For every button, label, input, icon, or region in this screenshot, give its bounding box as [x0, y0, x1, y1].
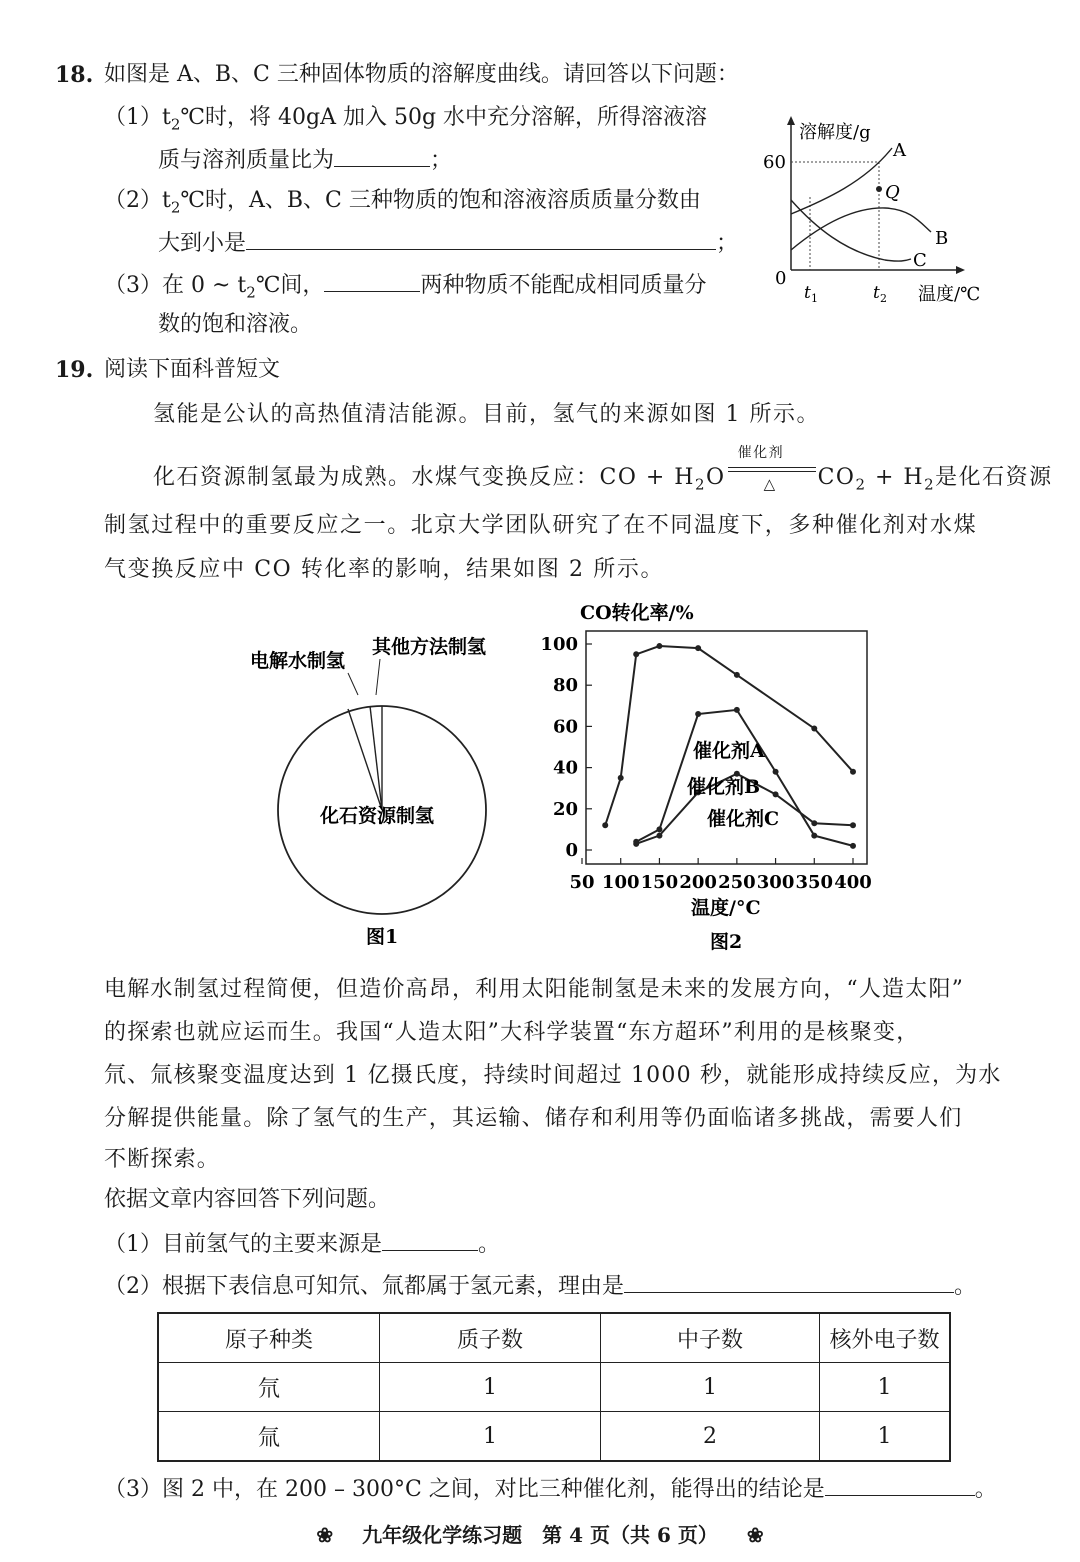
footer-ornament-right: ❀ [746, 1523, 764, 1547]
q18-intro: 如图是 A、B、C 三种固体物质的溶解度曲线。请回答以下问题： [104, 62, 739, 87]
data-point [734, 707, 740, 713]
q19-answer-blank-3[interactable] [825, 1473, 975, 1496]
q18-part3 [104, 269, 706, 307]
q19-sub1 [104, 1228, 500, 1260]
q18-part1-line2 [158, 144, 452, 176]
cell-electrons: 1 [820, 1412, 951, 1462]
q19-para3-line5: 不断探索。 [104, 1147, 221, 1172]
figure-2-line-chart [535, 595, 880, 960]
graph-y60: 60 [763, 152, 786, 173]
q18-part3-line2: 数的饱和溶液。 [158, 312, 313, 337]
q18-part2-sub: 2 [170, 198, 181, 217]
x-tick-label: 50 [569, 872, 595, 893]
pie-slice-line-2 [370, 706, 382, 810]
data-point [850, 769, 856, 775]
y-axis-arrow [787, 116, 795, 125]
reaction-arrow [726, 445, 818, 493]
page-footer [0, 1520, 1080, 1550]
cell-atom: 氘 [158, 1363, 380, 1412]
q19-sub3 [104, 1473, 997, 1505]
graph-ylabel: 溶解度/g [799, 122, 871, 143]
q19-sub2-end: 。 [954, 1274, 977, 1299]
atom-table [157, 1312, 951, 1462]
q19-eq-sub3: 2 [924, 475, 936, 494]
chart-ylabel: CO转化率/% [580, 602, 694, 624]
cell-protons: 1 [380, 1412, 601, 1462]
cell-neutrons: 2 [601, 1412, 820, 1462]
table-row [158, 1412, 950, 1462]
q19-eq-left: 化石资源制氢最为成熟。水煤气变换反应：CO + H [153, 465, 695, 490]
graph-t1: t [804, 283, 811, 303]
reaction-catalyst: 催化剂 [737, 445, 785, 461]
q18-part3-sub: 2 [246, 283, 256, 302]
q19-questions-intro: 依据文章内容回答下列问题。 [104, 1187, 391, 1212]
curve-a [791, 148, 892, 214]
cell-protons: 1 [380, 1363, 601, 1412]
q19-eq-o: O [706, 465, 726, 490]
q18-part1-label: （1） [104, 105, 162, 130]
q18-part2-t: t [162, 188, 171, 213]
q18-part1-t: t [162, 105, 171, 130]
chart-ticks [540, 634, 871, 893]
graph-label-a: A [893, 140, 906, 161]
q19-para2-line1 [153, 445, 1053, 499]
x-tick-label: 300 [756, 872, 795, 893]
q19-eq-co: CO [817, 465, 856, 490]
q19-eq-sub2: 2 [855, 475, 867, 494]
q18-part2-text: ℃时，A、B、C 三种物质的饱和溶液溶质质量分数由 [180, 188, 701, 213]
data-point [602, 822, 608, 828]
x-tick-label: 100 [601, 872, 640, 893]
q18-part1-text: ℃时，将 40gA 加入 50g 水中充分溶解，所得溶液溶 [180, 105, 708, 130]
q18-part2-line2 [158, 227, 738, 259]
series-label-c: 催化剂C [707, 808, 780, 830]
table-row [158, 1363, 950, 1412]
q19-sub2-text: 根据下表信息可知氘、氚都属于氢元素，理由是 [162, 1274, 625, 1299]
q18-part2-text2: 大到小是 [158, 231, 247, 256]
q19-para3-line4: 分解提供能量。除了氢气的生产，其运输、储存和利用等仍面临诸多挑战，需要人们 [104, 1106, 963, 1131]
curve-b [791, 208, 931, 250]
reaction-line-top [728, 467, 816, 468]
leader-other [376, 659, 380, 695]
q18-part3-label: （3） [104, 273, 162, 298]
data-point [850, 822, 856, 828]
graph-t2-sub: 2 [880, 292, 887, 305]
data-point [656, 833, 662, 839]
q18-part1-end: ； [430, 148, 453, 173]
data-point [656, 826, 662, 832]
q19-sub3-end: 。 [974, 1477, 997, 1502]
q19-sub3-label: （3） [104, 1477, 162, 1502]
graph-label-b: B [935, 228, 949, 249]
data-point [633, 841, 639, 847]
data-point [656, 643, 662, 649]
data-point [811, 725, 817, 731]
q18-answer-blank-2[interactable] [246, 227, 716, 250]
data-point [811, 820, 817, 826]
data-point [734, 672, 740, 678]
x-tick-label: 350 [795, 872, 834, 893]
cell-atom: 氚 [158, 1412, 380, 1462]
y-tick-label: 100 [540, 634, 578, 655]
th-atom-type: 原子种类 [158, 1313, 380, 1363]
graph-t2: t [873, 283, 880, 303]
q19-sub1-text: 目前氢气的主要来源是 [162, 1232, 383, 1257]
q18-part3-range: 在 0 ~ t [162, 273, 247, 298]
x-tick-label: 200 [679, 872, 717, 893]
q19-sub2-label: （2） [104, 1274, 162, 1299]
data-point [773, 791, 779, 797]
th-protons: 质子数 [380, 1313, 601, 1363]
graph-t1-sub: 1 [811, 292, 818, 305]
reaction-delta: △ [763, 475, 777, 493]
q19-number: 19. [55, 357, 94, 383]
graph-label-q: Q [885, 182, 900, 203]
q18-answer-blank-3[interactable] [324, 269, 420, 292]
q19-answer-blank-2[interactable] [624, 1270, 954, 1293]
q19-para2-line2: 制氢过程中的重要反应之一。北京大学团队研究了在不同温度下，多种催化剂对水煤 [104, 513, 978, 538]
figure-1-pie [240, 625, 530, 945]
x-tick-label: 150 [640, 872, 679, 893]
q18-part2-end: ； [716, 231, 739, 256]
cell-electrons: 1 [820, 1363, 951, 1412]
q18-part2 [104, 186, 701, 222]
graph-xlabel: 温度/℃ [918, 284, 981, 305]
q18-part2-label: （2） [104, 188, 162, 213]
data-point [850, 843, 856, 849]
label-other: 其他方法制氢 [372, 636, 487, 658]
q19-para3-line1: 电解水制氢过程简便，但造价高昂，利用太阳能制氢是未来的发展方向，“人造太阳” [104, 977, 965, 1002]
x-axis-arrow [956, 266, 965, 274]
y-tick-label: 0 [565, 840, 578, 861]
fig1-caption: 图1 [366, 926, 399, 945]
q19-para1: 氢能是公认的高热值清洁能源。目前，氢气的来源如图 1 所示。 [153, 402, 820, 427]
q18-number: 18. [55, 62, 94, 88]
q19-eq-sub1: 2 [694, 475, 707, 494]
graph-label-c: C [913, 250, 927, 271]
x-tick-label: 400 [834, 872, 872, 893]
q18-part3-text2: 两种物质不能配成相同质量分 [420, 273, 707, 298]
y-tick-label: 20 [552, 798, 578, 820]
q19-eq-tail: 是化石资源 [935, 465, 1053, 490]
q19-para2-line3: 气变换反应中 CO 转化率的影响，结果如图 2 所示。 [104, 557, 665, 582]
th-electrons: 核外电子数 [820, 1313, 951, 1363]
y-tick-label: 40 [552, 757, 578, 779]
q19-sub1-end: 。 [478, 1232, 501, 1257]
cell-neutrons: 1 [601, 1363, 820, 1412]
data-point [811, 833, 817, 839]
chart-xlabel: 温度/°C [691, 897, 761, 919]
footer-ornament-left: ❀ [316, 1523, 334, 1547]
fig2-caption: 图2 [710, 931, 743, 953]
y-tick-label: 60 [552, 716, 578, 738]
label-electrolysis: 电解水制氢 [250, 650, 346, 672]
q19-eq-h: + H [866, 465, 925, 490]
graph-origin: 0 [775, 268, 787, 289]
q19-sub3-text: 图 2 中，在 200 – 300°C 之间，对比三种催化剂，能得出的结论是 [162, 1477, 825, 1502]
pie-slice-line-1 [348, 709, 382, 810]
q19-sub2 [104, 1270, 976, 1302]
q18-part3-text: ℃间， [255, 273, 325, 298]
q18-part1 [104, 103, 707, 139]
q18-answer-blank-1[interactable] [334, 144, 430, 167]
q19-sub1-label: （1） [104, 1232, 162, 1257]
point-q-dot [876, 186, 882, 192]
series-label-b: 催化剂B [687, 776, 761, 798]
leader-electrolysis [348, 673, 358, 695]
q19-para3-line2: 的探索也就应运而生。我国“人造太阳”大科学装置“东方超环”利用的是核聚变， [104, 1020, 920, 1045]
data-point [618, 775, 624, 781]
q19-para3-line3: 氘、氚核聚变温度达到 1 亿摄氏度，持续时间超过 1000 秒，就能形成持续反应，为水 [104, 1063, 1002, 1088]
data-point [773, 769, 779, 775]
footer-text: 九年级化学练习题 第 4 页（共 6 页） [362, 1523, 718, 1547]
solubility-graph [755, 112, 1005, 312]
q19-title: 阅读下面科普短文 [104, 357, 281, 382]
data-point [633, 651, 639, 657]
th-neutrons: 中子数 [601, 1313, 820, 1363]
data-point [695, 711, 701, 717]
label-fossil: 化石资源制氢 [320, 805, 435, 827]
series-label-a: 催化剂A [693, 740, 765, 762]
series-line-0 [605, 646, 853, 825]
q18-part1-text2: 质与溶剂质量比为 [158, 148, 335, 173]
q18-part1-sub: 2 [170, 115, 181, 134]
q19-answer-blank-1[interactable] [382, 1228, 478, 1251]
x-tick-label: 250 [718, 872, 756, 893]
atom-table-header [158, 1313, 950, 1363]
data-point [695, 645, 701, 651]
y-tick-label: 80 [552, 675, 578, 697]
